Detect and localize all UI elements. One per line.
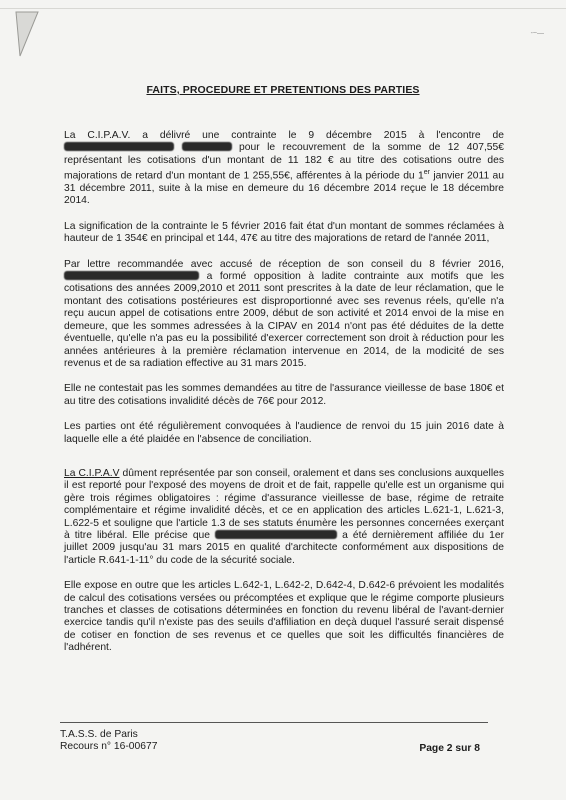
scan-top-edge	[0, 8, 566, 9]
cipav-name: La C.I.P.A.V	[64, 467, 120, 479]
footer-court: T.A.S.S. de Paris	[60, 729, 138, 740]
paragraph-2: La signification de la contrainte le 5 février 2016 fait état d'un montant de sommes réclamées à hauteur de 1 354€ en principal et 144, 47€ au titre des majorations de retard de l'année 2011,	[64, 220, 504, 245]
redaction-bar	[215, 530, 337, 539]
paragraph-4: Elle ne contestait pas les sommes demandées au titre de l'assurance vieillesse de base 180€ et au titre des cotisations invalidité décès de 76€ pour 2012.	[64, 383, 504, 407]
paragraph-6: La C.I.P.A.V dûment représentée par son conseil, oralement et dans ses conclusions auxquelles il est reporté pour l'exposé des moyens de droit et de fait, rappelle qu'elle est un organisme qui gère trois régimes obligatoires : régime d'assurance vieillesse de base, régime de retraite complémentaire et régime invalidité décès, et ce en application des articles L.621-1, L.621-3, L.622-5 et souligne que l'article 1.3 de ses statuts énumère les personnes concernées exerçant à titre libéral. Elle précise que a été dernièrement affiliée du 1er juillet 2009 jusqu'au 31 mars 2015 en qualité d'architecte conformément aux dispositions de l'article R.641-1-11° du code de la sécurité sociale.	[64, 467, 505, 566]
paragraph-3: Par lettre recommandée avec accusé de réception de son conseil du 8 février 2016, a formé opposition à ladite contrainte aux motifs que les cotisations des années 2009,2010 et 2011 sont prescrites à la date de leur réclamation, que le montant des cotisations postérieures est disproportionné avec ses revenus réels, qu'elle n'a reçu aucun appel de cotisations entre 2009, début de son activité et 2014 envoi de la mise en demeure, que les sommes adressées à la CIPAV en 2014 n'ont pas été déduites de la dette éventuelle, qu'elle n'a pas eu la possibilité d'exercer correctement son droit à réduction pour les années antérieures à la première réclamation intervenue en 2014, de la modicité de ses revenus et de sa radiation effective au 31 mars 2015.	[64, 258, 504, 369]
scan-mark: -~—	[530, 30, 544, 37]
body-text	[64, 130, 504, 668]
paragraph-7: Elle expose en outre que les articles L.642-1, L.642-2, D.642-4, D.642-6 prévoient les modalités de calcul des cotisations versées ou précomptées et explique que le régime comporte plusieurs tranches et classes de cotisations déterminées en fonction du revenu libéral de l'avant-dernier exercice tandis qu'il n'existe pas des seuils d'affiliation en deçà duquel l'assuré serait dispensé de cotiser en fonction de ses revenus et ce quelles que soit les difficultés financières de l'adhérent.	[64, 580, 504, 654]
footer-left	[60, 729, 157, 754]
footer-divider	[60, 722, 488, 723]
footer-recours: Recours n° 16-00677	[60, 741, 158, 753]
folded-corner-mark	[14, 10, 40, 58]
paragraph-1: La C.I.P.A.V. a délivré une contrainte le 9 décembre 2015 à l'encontre de pour le recouvrement de la somme de 12 407,55€ représentant les cotisations d'un montant de 11 182 € au titre des cotisations outre des majorations de retard d'un montant de 1 255,55€, afférentes à la période du 1er janvier 2011 au 31 décembre 2011, suite à la mise en demeure du 16 décembre 2014 reçue le 18 décembre 2014.	[64, 130, 504, 207]
paragraph-5: Les parties ont été régulièrement convoquées à l'audience de renvoi du 15 juin 2016 date à laquelle elle a été plaidée en l'absence de conciliation.	[64, 421, 504, 445]
section-heading: FAITS, PROCEDURE ET PRETENTIONS DES PARTIES	[146, 84, 420, 96]
page-number: Page 2 sur 8	[419, 743, 480, 754]
redaction-bar	[64, 142, 174, 151]
redaction-bar	[182, 142, 232, 151]
redaction-bar	[64, 271, 199, 280]
